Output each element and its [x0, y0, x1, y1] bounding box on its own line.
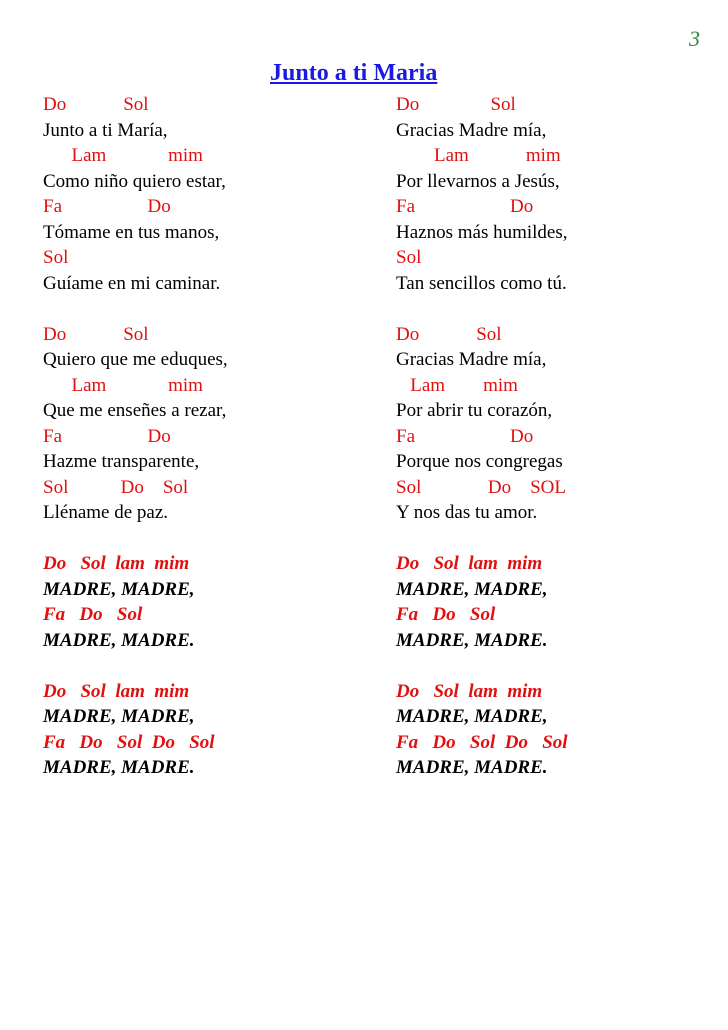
chord-line: Fa Do — [43, 196, 171, 217]
lyric-line: MADRE, MADRE. — [43, 629, 195, 651]
chord-line: Lam mim — [396, 374, 518, 396]
lyric-line: MADRE, MADRE, — [396, 578, 548, 600]
lyric-line: Y nos das tu amor. — [396, 502, 538, 523]
lyric-line: Por abrir tu corazón, — [396, 400, 553, 421]
chord-line: Fa Do Sol — [396, 604, 496, 625]
lyric-line: Gracias Madre mía, — [396, 349, 547, 370]
lyric-line: Haznos más humildes, — [396, 221, 568, 243]
chord-line: Sol — [396, 247, 422, 268]
chord-line: Do Sol lam mim — [43, 680, 190, 702]
chord-line: Fa Do — [396, 196, 534, 217]
lyric-line: Como niño quiero estar, — [43, 170, 226, 192]
chord-line: Do Sol lam mim — [43, 553, 190, 574]
stanza-spacer — [43, 296, 228, 322]
chord-line: Fa Do — [43, 425, 171, 447]
lyric-line: MADRE, MADRE, — [396, 706, 548, 727]
chord-line: Lam mim — [396, 145, 561, 166]
chord-line: Sol — [43, 247, 69, 268]
stanza-spacer — [43, 653, 228, 679]
lyric-line: MADRE, MADRE, — [43, 578, 195, 600]
lyric-line: MADRE, MADRE. — [396, 757, 548, 778]
lyric-line: MADRE, MADRE. — [396, 629, 548, 651]
chord-line: Lam mim — [43, 145, 203, 166]
right-column — [396, 92, 568, 781]
lyric-line: Gracias Madre mía, — [396, 119, 547, 141]
lyric-line: MADRE, MADRE. — [43, 757, 195, 778]
lyric-line: Porque nos congregas — [396, 451, 563, 472]
stanza-spacer — [43, 526, 228, 552]
stanza-spacer — [396, 653, 568, 679]
stanza-spacer — [396, 296, 568, 322]
chord-line: Sol Do Sol — [43, 476, 189, 498]
chord-line: Do Sol lam mim — [396, 680, 543, 702]
chord-line: Do Sol lam mim — [396, 553, 543, 574]
lyric-line: Tan sencillos como tú. — [396, 272, 567, 294]
lyric-line: Por llevarnos a Jesús, — [396, 170, 560, 192]
page-number: 3 — [689, 26, 700, 51]
chord-line: Fa Do Sol Do Sol — [396, 731, 568, 753]
lyric-line: Guíame en mi caminar. — [43, 272, 221, 294]
lyric-line: Que me enseñes a rezar, — [43, 400, 227, 421]
chord-line: Do Sol — [43, 94, 149, 115]
lyric-line: Lléname de paz. — [43, 502, 169, 523]
chord-line: Fa Do Sol — [43, 604, 143, 625]
lyric-line: MADRE, MADRE, — [43, 706, 195, 727]
song-title: Junto a ti Maria — [270, 60, 438, 86]
chord-line: Fa Do Sol Do Sol — [43, 731, 215, 753]
lyric-line: Junto a ti María, — [43, 119, 168, 141]
lyric-line: Hazme transparente, — [43, 451, 200, 472]
chord-line: Do Sol — [396, 94, 516, 115]
chord-line: Do Sol — [396, 323, 502, 345]
lyric-line: Quiero que me eduques, — [43, 349, 228, 370]
chord-line: Fa Do — [396, 425, 534, 447]
chord-line: Do Sol — [43, 323, 149, 345]
chord-line: Sol Do SOL — [396, 476, 566, 498]
stanza-spacer — [396, 526, 568, 552]
chord-line: Lam mim — [43, 374, 203, 396]
lyric-line: Tómame en tus manos, — [43, 221, 220, 243]
left-column — [43, 92, 228, 781]
